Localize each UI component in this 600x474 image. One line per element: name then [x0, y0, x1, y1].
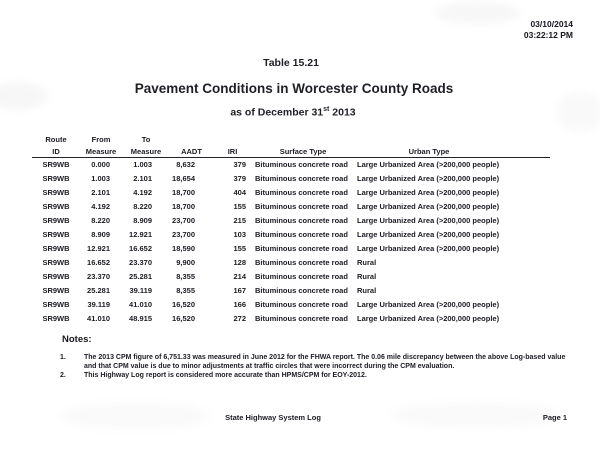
cell-from-measure: 2.101	[91, 187, 110, 197]
cell-route-id: SR9WB	[42, 229, 70, 239]
cell-surface-type: Bituminous concrete road	[255, 313, 348, 323]
table-row	[32, 255, 550, 269]
cell-surface-type: Bituminous concrete road	[255, 201, 348, 211]
header-to: To	[141, 135, 151, 144]
cell-urban-type: Rural	[357, 285, 377, 295]
cell-iri: 215	[233, 215, 246, 225]
cell-to-measure: 39.119	[129, 285, 152, 295]
cell-to-measure: 25.281	[129, 271, 152, 281]
cell-surface-type: Bituminous concrete road	[255, 243, 348, 253]
table-body	[32, 157, 550, 325]
cell-route-id: SR9WB	[42, 173, 70, 183]
cell-surface-type: Bituminous concrete road	[255, 299, 348, 309]
cell-urban-type: Rural	[357, 257, 377, 267]
cell-iri: 272	[233, 313, 246, 323]
scan-artifact	[435, 2, 520, 24]
cell-from-measure: 4.192	[91, 201, 110, 211]
header-surface-type: Surface Type	[252, 145, 354, 157]
cell-to-measure: 16.652	[129, 243, 152, 253]
cell-to-measure: 48.915	[129, 313, 152, 323]
cell-from-measure: 0.000	[91, 159, 110, 169]
cell-from-measure: 8.220	[91, 215, 110, 225]
cell-aadt: 18,700	[172, 187, 195, 197]
cell-urban-type: Rural	[357, 271, 377, 281]
header-to-measure: Measure	[128, 145, 170, 157]
cell-iri: 167	[233, 285, 246, 295]
cell-route-id: SR9WB	[42, 159, 70, 169]
table-row	[32, 297, 550, 311]
cell-surface-type: Bituminous concrete road	[255, 271, 348, 281]
note-item	[60, 353, 572, 371]
cell-aadt: 18,590	[172, 243, 195, 253]
cell-surface-type: Bituminous concrete road	[255, 173, 348, 183]
page-subtitle	[0, 106, 586, 119]
cell-to-measure: 23.370	[129, 257, 152, 267]
header-urban-type: Urban Type	[354, 145, 550, 157]
cell-iri: 379	[233, 173, 246, 183]
table-header-row-2	[32, 145, 550, 157]
cell-aadt: 18,700	[172, 201, 195, 211]
subtitle-suffix: 2013	[329, 106, 356, 119]
cell-iri: 214	[233, 271, 246, 281]
cell-urban-type: Large Urbanized Area (>200,000 people)	[357, 313, 500, 323]
cell-urban-type: Large Urbanized Area (>200,000 people)	[357, 243, 500, 253]
table-row	[32, 213, 550, 227]
subtitle-text: as of December 31	[230, 106, 324, 119]
cell-to-measure: 4.192	[133, 187, 152, 197]
cell-from-measure: 1.003	[91, 173, 110, 183]
cell-to-measure: 1.003	[133, 159, 152, 169]
cell-route-id: SR9WB	[42, 271, 70, 281]
cell-iri: 103	[233, 229, 246, 239]
cell-route-id: SR9WB	[42, 187, 70, 197]
cell-route-id: SR9WB	[42, 201, 70, 211]
cell-from-measure: 39.119	[87, 299, 110, 309]
cell-route-id: SR9WB	[42, 299, 70, 309]
scan-artifact	[390, 402, 560, 428]
cell-from-measure: 12.921	[87, 243, 110, 253]
cell-aadt: 8,632	[176, 159, 195, 169]
cell-to-measure: 12.921	[129, 229, 152, 239]
cell-surface-type: Bituminous concrete road	[255, 215, 348, 225]
header-from-measure: Measure	[80, 145, 128, 157]
cell-to-measure: 8.909	[133, 215, 152, 225]
cell-to-measure: 8.220	[133, 201, 152, 211]
table-header-row-1	[32, 133, 550, 145]
cell-aadt: 23,700	[172, 229, 195, 239]
cell-surface-type: Bituminous concrete road	[255, 229, 348, 239]
cell-from-measure: 8.909	[91, 229, 110, 239]
notes-heading: Notes:	[62, 334, 92, 345]
cell-from-measure: 25.281	[87, 285, 110, 295]
cell-iri: 155	[233, 201, 246, 211]
cell-urban-type: Large Urbanized Area (>200,000 people)	[357, 299, 500, 309]
table-row	[32, 199, 550, 213]
note-text: The 2013 CPM figure of 6,751.33 was measured in June 2012 for the FHWA report. The 0.06 mile discrepancy between the above Log-based value and that CPM value is due to minor adjustments at traffic circles that were incorrect during the CPM evaluation.	[84, 354, 566, 370]
cell-aadt: 18,654	[172, 173, 195, 183]
cell-iri: 128	[233, 257, 246, 267]
print-datetime	[524, 19, 573, 41]
note-number: 2.	[60, 372, 66, 379]
cell-iri: 166	[233, 299, 246, 309]
subtitle-superscript: st	[323, 106, 330, 113]
note-item	[60, 371, 572, 380]
table-row	[32, 227, 550, 241]
cell-surface-type: Bituminous concrete road	[255, 159, 348, 169]
table-row	[32, 241, 550, 255]
table-header	[32, 133, 550, 157]
cell-urban-type: Large Urbanized Area (>200,000 people)	[357, 159, 500, 169]
cell-urban-type: Large Urbanized Area (>200,000 people)	[357, 215, 500, 225]
footer-page-number: Page 1	[542, 413, 567, 422]
cell-urban-type: Large Urbanized Area (>200,000 people)	[357, 229, 500, 239]
cell-aadt: 9,900	[176, 257, 195, 267]
cell-aadt: 23,700	[172, 215, 195, 225]
note-text: This Highway Log report is considered more accurate than HPMS/CPM for EOY-2012.	[84, 372, 367, 379]
cell-iri: 404	[233, 187, 246, 197]
cell-aadt: 8,355	[176, 271, 195, 281]
cell-from-measure: 16.652	[87, 257, 110, 267]
notes-list	[60, 353, 572, 380]
cell-iri: 155	[233, 243, 246, 253]
note-number: 1.	[60, 354, 66, 361]
pavement-conditions-table	[32, 133, 550, 325]
cell-surface-type: Bituminous concrete road	[255, 187, 348, 197]
header-route: Route	[45, 135, 67, 144]
header-from: From	[91, 135, 111, 144]
header-id: ID	[32, 145, 80, 157]
table-row	[32, 185, 550, 199]
print-date: 03/10/2014	[530, 19, 573, 29]
page-title: Pavement Conditions in Worcester County Roads	[134, 81, 454, 96]
cell-urban-type: Large Urbanized Area (>200,000 people)	[357, 187, 500, 197]
cell-from-measure: 41.010	[87, 313, 110, 323]
table-row	[32, 311, 550, 325]
cell-to-measure: 2.101	[133, 173, 152, 183]
cell-route-id: SR9WB	[42, 257, 70, 267]
cell-route-id: SR9WB	[42, 243, 70, 253]
cell-route-id: SR9WB	[42, 285, 70, 295]
cell-aadt: 16,520	[172, 313, 195, 323]
footer-report-name: State Highway System Log	[225, 413, 321, 422]
cell-iri: 379	[233, 159, 246, 169]
print-time: 03:22:12 PM	[523, 30, 573, 40]
cell-aadt: 16,520	[172, 299, 195, 309]
table-row	[32, 269, 550, 283]
cell-urban-type: Large Urbanized Area (>200,000 people)	[357, 201, 500, 211]
table-number: Table 15.21	[263, 57, 319, 69]
table-row	[32, 171, 550, 185]
table-row	[32, 283, 550, 297]
header-iri: IRI	[213, 145, 252, 157]
cell-from-measure: 23.370	[87, 271, 110, 281]
cell-route-id: SR9WB	[42, 313, 70, 323]
cell-surface-type: Bituminous concrete road	[255, 285, 348, 295]
cell-surface-type: Bituminous concrete road	[255, 257, 348, 267]
table-row	[32, 157, 550, 171]
cell-route-id: SR9WB	[42, 215, 70, 225]
cell-urban-type: Large Urbanized Area (>200,000 people)	[357, 173, 500, 183]
cell-aadt: 8,355	[176, 285, 195, 295]
header-aadt: AADT	[170, 145, 213, 157]
cell-to-measure: 41.010	[129, 299, 152, 309]
